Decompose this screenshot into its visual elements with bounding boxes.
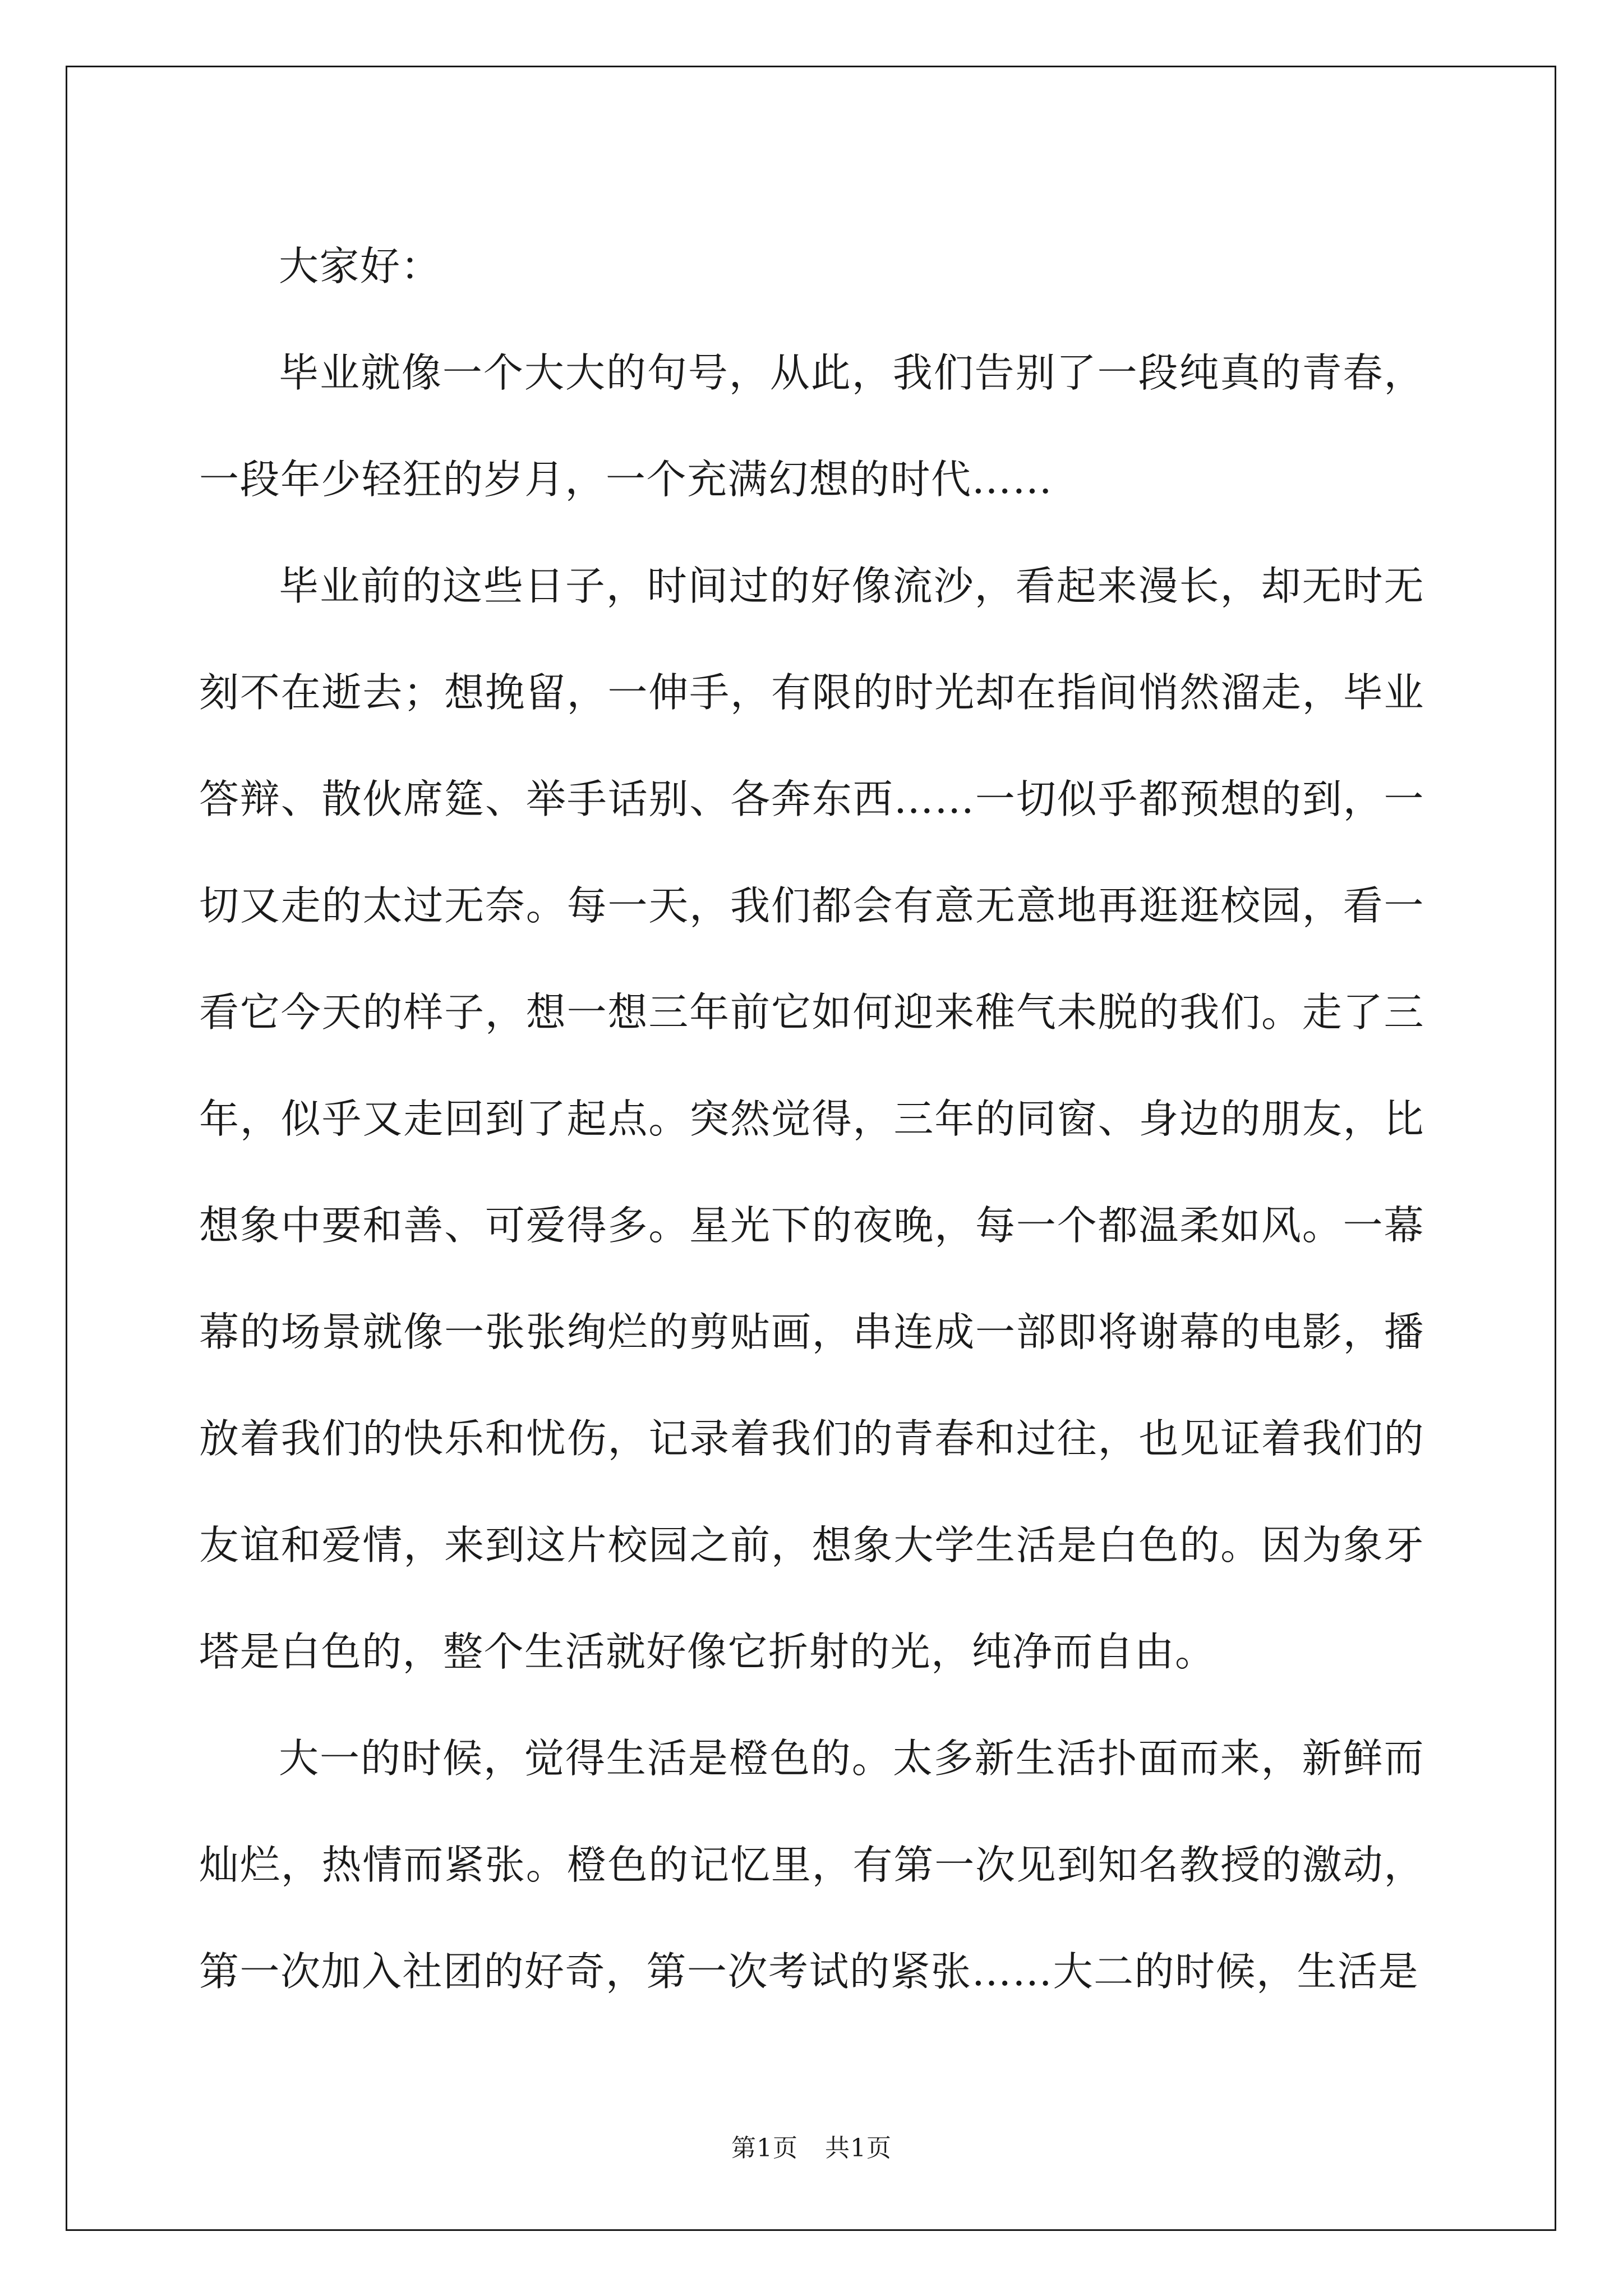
document-body: [199, 213, 1424, 2025]
paragraph-1: 毕业就像一个大大的句号，从此，我们告别了一段纯真的青春，一段年少轻狂的岁月，一个充满幻想的时代……: [199, 349, 1424, 503]
page-footer: [0, 2132, 1623, 2165]
paragraph-3: 大一的时候，觉得生活是橙色的。太多新生活扑面而来，新鲜而灿烂，热情而紧张。橙色的记忆里，有第一次见到知名教授的激动，第一次加入社团的好奇，第一次考试的紧张……大二的时候，生活是: [199, 1735, 1424, 1995]
paragraph-2: 毕业前的这些日子，时间过的好像流沙，看起来漫长，却无时无刻不在逝去；想挽留，一伸手，有限的时光却在指间悄然溜走，毕业答辩、散伙席筵、举手话别、各奔东西……一切似乎都预想的到，一切又走的太过无奈。每一天，我们都会有意无意地再逛逛校园，看一看它今天的样子，想一想三年前它如何迎来稚气未脱的我们。走了三年，似乎又走回到了起点。突然觉得，三年的同窗、身边的朋友，比想象中要和善、可爱得多。星光下的夜晚，每一个都温柔如风。一幕幕的场景就像一张张绚烂的剪贴画，串连成一部即将谢幕的电影，播放着我们的快乐和忧伤，记录着我们的青春和过往，也见证着我们的友谊和爱情，来到这片校园之前，想象大学生活是白色的。因为象牙塔是白色的，整个生活就好像它折射的光，纯净而自由。: [199, 563, 1424, 1675]
page-number-current: 第1页: [731, 2134, 798, 2162]
paragraph-greeting: 大家好：: [279, 243, 442, 289]
page-number-total: 共1页: [825, 2134, 892, 2162]
